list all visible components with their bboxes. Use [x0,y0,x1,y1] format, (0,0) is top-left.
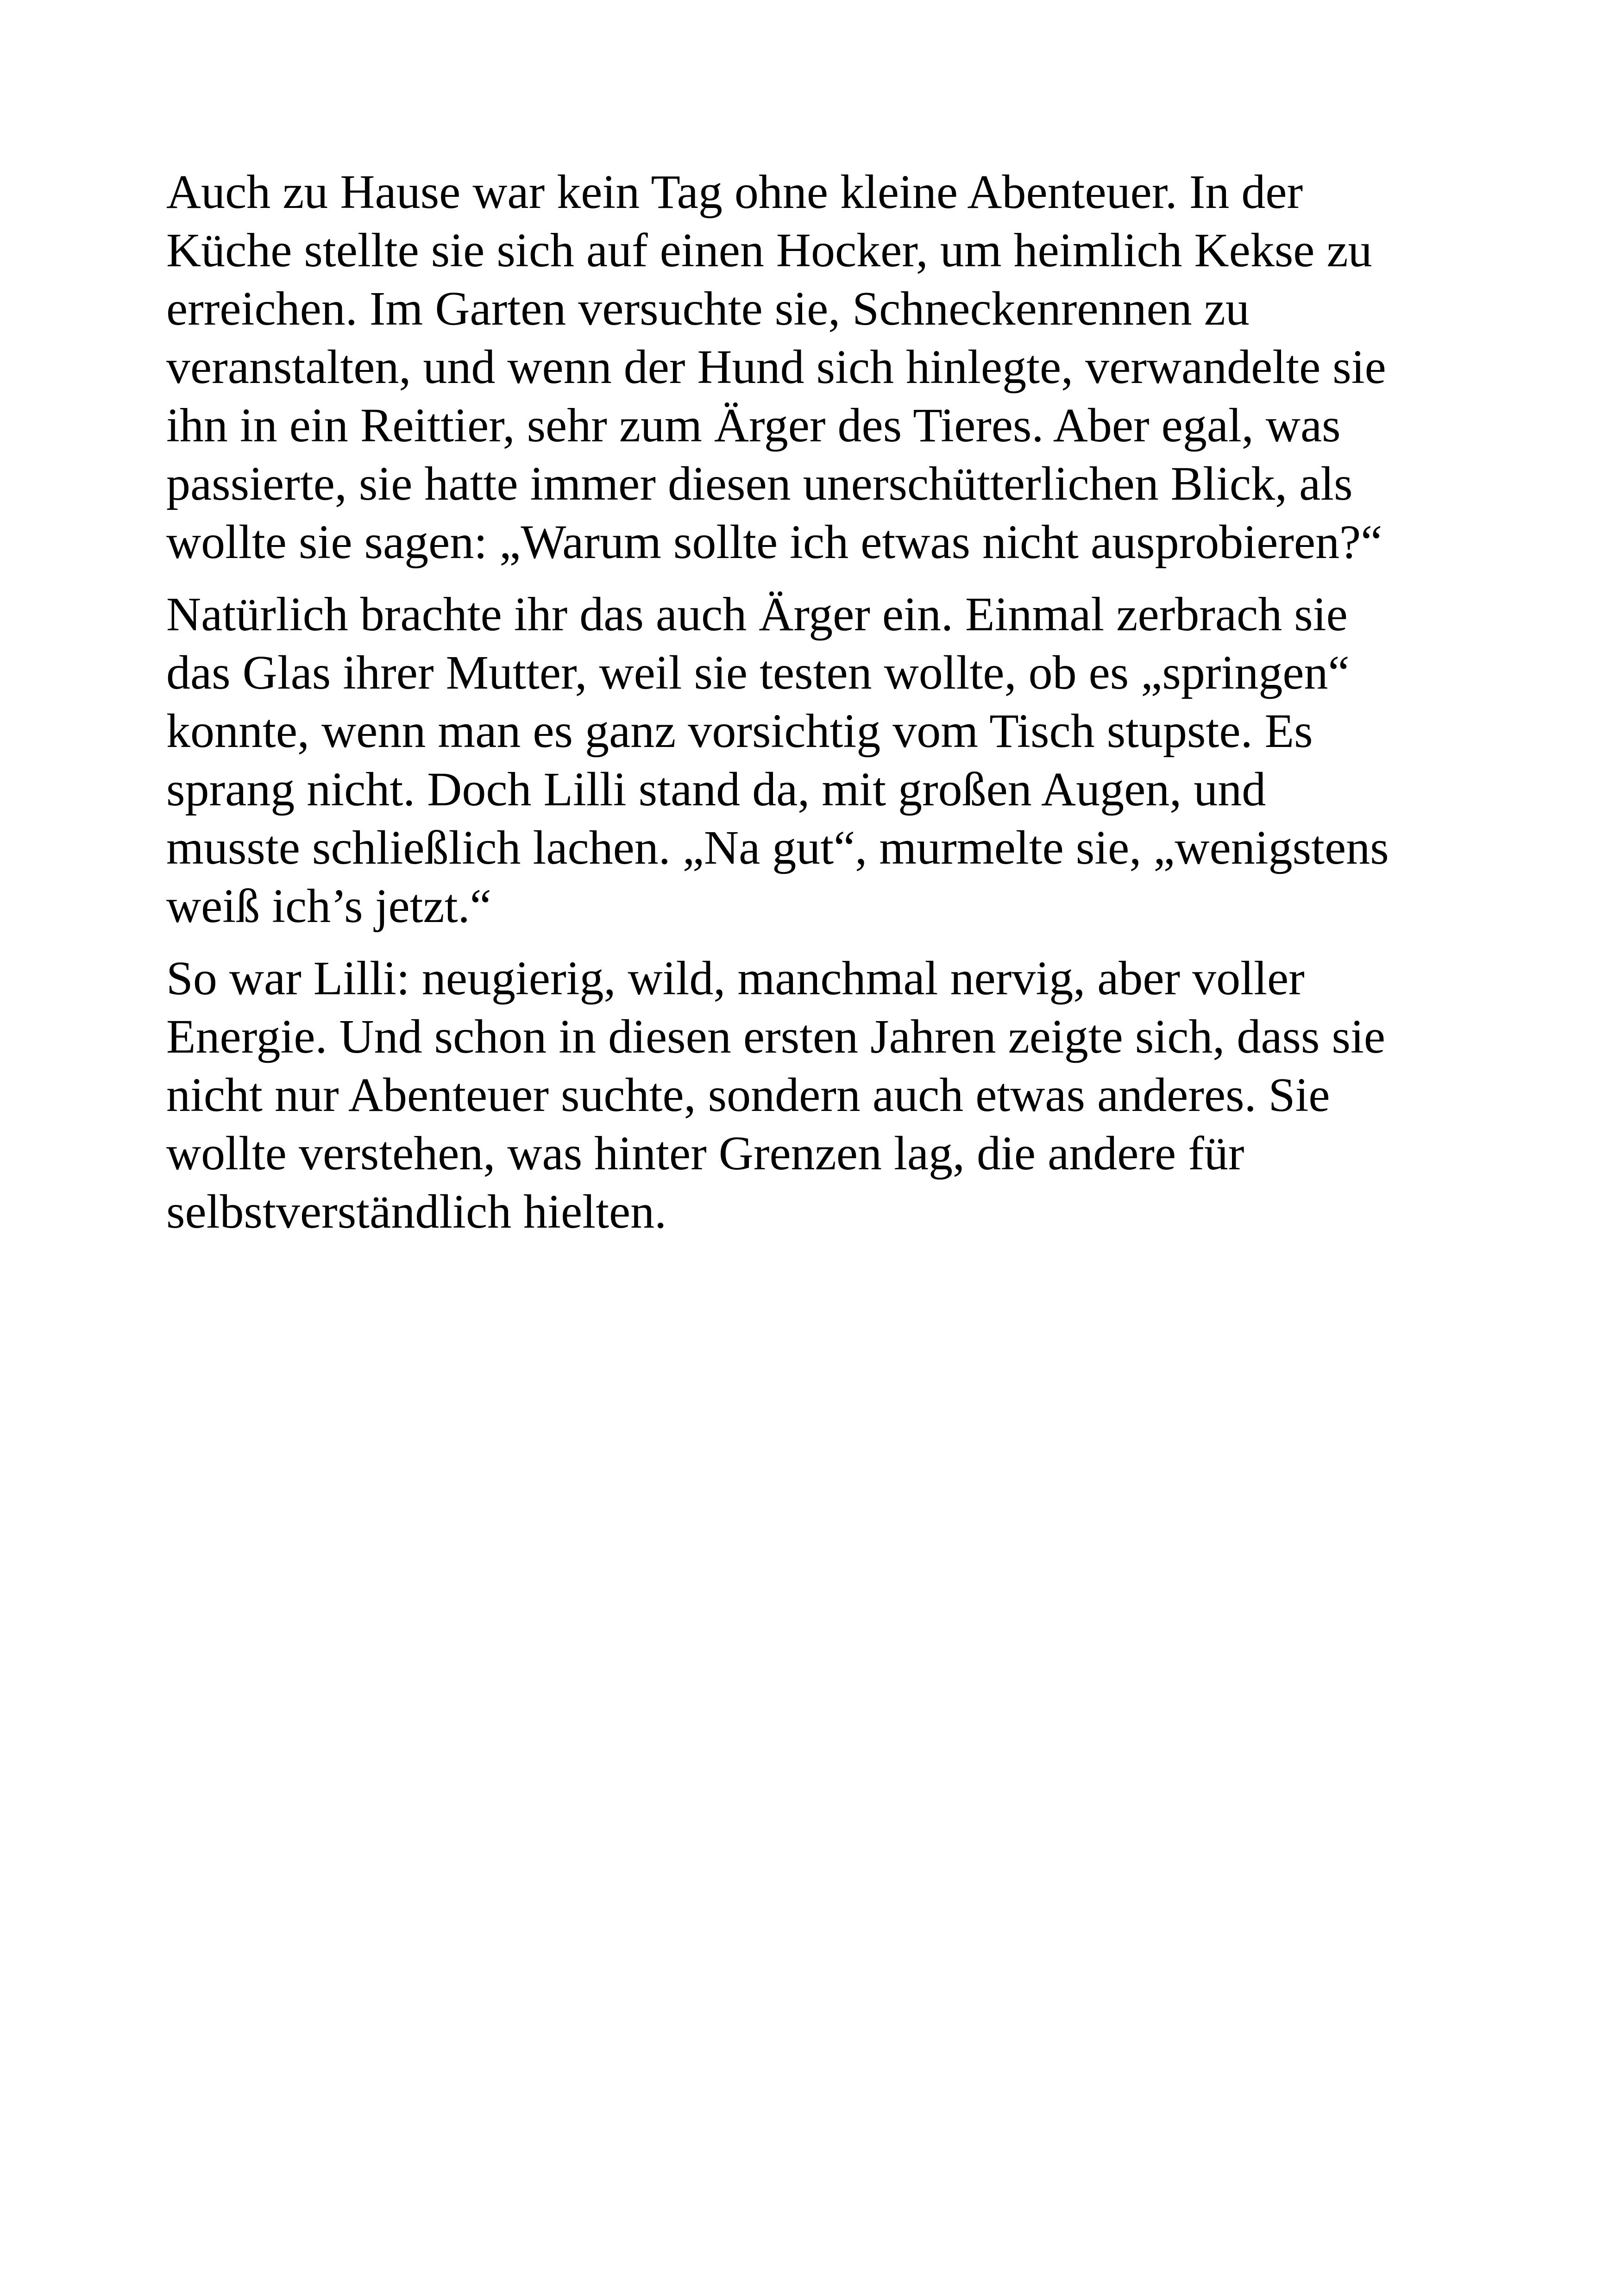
text-line: passierte, sie hatte immer diesen unerschütterlichen Blick, als [166,457,1353,510]
paragraph-1 [166,163,1472,571]
text-line: erreichen. Im Garten versuchte sie, Schneckenrennen zu [166,282,1250,335]
text-line: selbstverständlich hielten. [166,1185,667,1238]
text-line: veranstalten, und wenn der Hund sich hinlegte, verwandelte sie [166,340,1386,394]
paragraph-3 [166,949,1472,1241]
text-line: wollte sie sagen: „Warum sollte ich etwas nicht ausprobieren?“ [166,515,1382,569]
text-line: Energie. Und schon in diesen ersten Jahren zeigte sich, dass sie [166,1010,1385,1063]
paragraph-2 [166,585,1472,935]
body-text [166,163,1472,1241]
text-line: Natürlich brachte ihr das auch Ärger ein. Einmal zerbrach sie [166,588,1348,641]
text-line: So war Lilli: neugierig, wild, manchmal nervig, aber voller [166,952,1305,1005]
text-line: weiß ich’s jetzt.“ [166,879,491,933]
text-line: Küche stellte sie sich auf einen Hocker, um heimlich Kekse zu [166,224,1372,277]
text-line: das Glas ihrer Mutter, weil sie testen wollte, ob es „springen“ [166,646,1350,699]
text-line: sprang nicht. Doch Lilli stand da, mit großen Augen, und [166,763,1266,816]
text-line: Auch zu Hause war kein Tag ohne kleine Abenteuer. In der [166,165,1303,219]
text-line: konnte, wenn man es ganz vorsichtig vom Tisch stupste. Es [166,704,1313,758]
text-line: musste schließlich lachen. „Na gut“, murmelte sie, „wenigstens [166,821,1389,874]
text-line: wollte verstehen, was hinter Grenzen lag, die andere für [166,1127,1244,1180]
text-line: nicht nur Abenteuer suchte, sondern auch etwas anderes. Sie [166,1068,1330,1122]
text-line: ihn in ein Reittier, sehr zum Ärger des Tieres. Aber egal, was [166,399,1341,452]
